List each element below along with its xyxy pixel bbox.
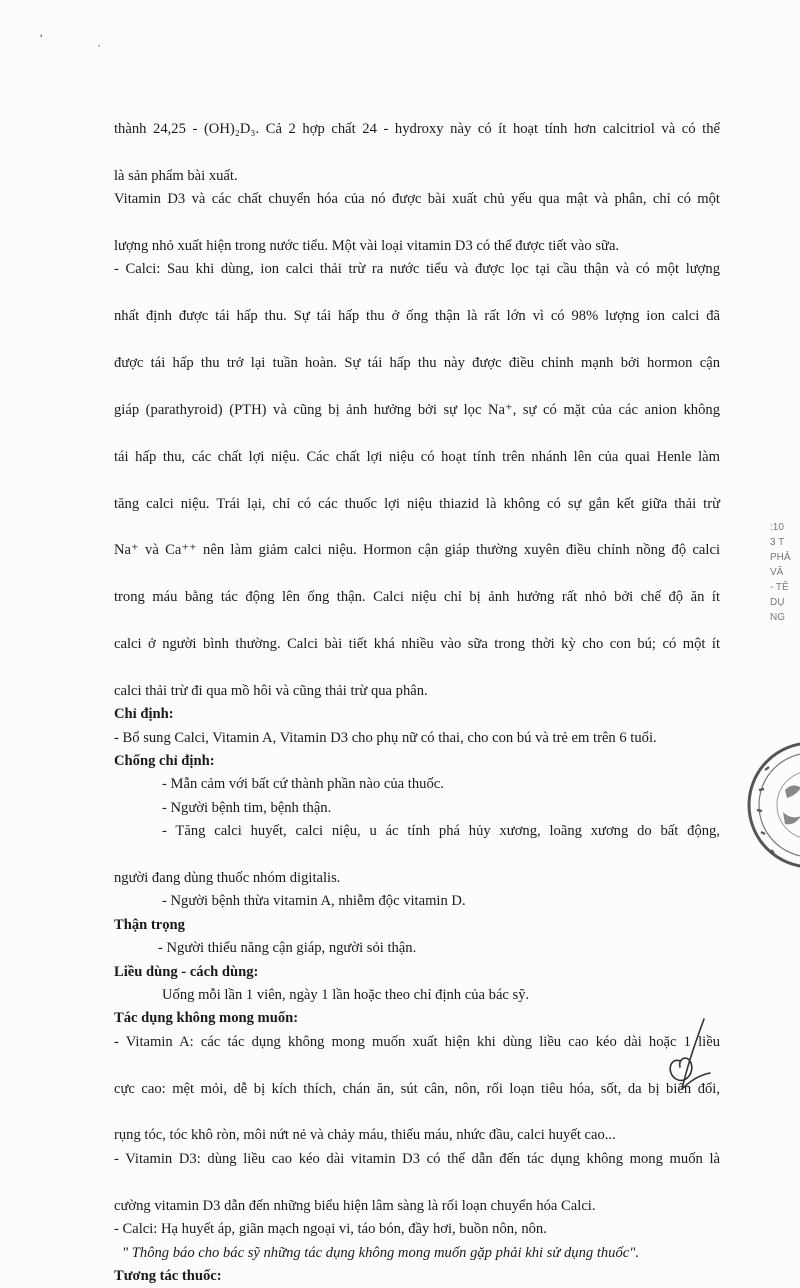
text-line: - Người bệnh thừa vitamin A, nhiễm độc vitamin D. bbox=[162, 893, 466, 910]
text-line: - Bổ sung Calci, Vitamin A, Vitamin D3 cho phụ nữ có thai, cho con bú và trẻ em trên 6 tuổi. bbox=[114, 729, 657, 746]
text-line: được tái hấp thu trở lại tuần hoàn. Sự tái hấp thu này được điều chỉnh mạnh bởi hormon cận bbox=[114, 355, 720, 372]
text-line: cực cao: mệt mỏi, dễ bị kích thích, chán ăn, sút cân, nôn, rối loạn tiêu hóa, sốt, da bị biến đổi, bbox=[114, 1080, 720, 1097]
text-line: giáp (parathyroid) (PTH) và cũng bị ảnh hưởng bởi sự lọc Na⁺, sự có mặt của các anion không bbox=[114, 401, 720, 418]
edge-stamp-line: - TÊ bbox=[770, 582, 789, 593]
text-line: - Mẫn cảm với bất cứ thành phần nào của thuốc. bbox=[162, 776, 444, 793]
section-heading: Chỉ định: bbox=[114, 706, 174, 723]
text-line: - Calci: Sau khi dùng, ion calci thải trừ ra nước tiểu và được lọc tại cầu thận và có một lượng bbox=[114, 261, 720, 278]
edge-stamp-line: VĂ bbox=[770, 567, 784, 578]
text-line: là sản phẩm bài xuất. bbox=[114, 167, 238, 184]
text-line: lượng nhỏ xuất hiện trong nước tiểu. Một vài loại vitamin D3 có thể được tiết vào sữa. bbox=[114, 238, 620, 255]
scan-mark-2: · bbox=[97, 38, 101, 52]
text-line: - Người bệnh tim, bệnh thận. bbox=[162, 799, 332, 816]
text-line: - Calci: Hạ huyết áp, giãn mạch ngoại vi, táo bón, đầy hơi, buồn nôn, nôn. bbox=[114, 1221, 547, 1238]
text-line: nhất định được tái hấp thu. Sự tái hấp thu ở ống thận là rất lớn vì có 98% lượng ion calci đã bbox=[114, 308, 720, 325]
text-line: Na⁺ và Ca⁺⁺ nên làm giảm calci niệu. Hormon cận giáp thường xuyên điều chỉnh nồng độ calci bbox=[114, 542, 720, 559]
edge-stamp-line: PHẢ bbox=[770, 552, 791, 563]
text-line: - Người thiểu năng cận giáp, người sỏi thận. bbox=[158, 940, 417, 957]
text-line: - Tăng calci huyết, calci niệu, u ác tính phá hủy xương, loãng xương do bất động, bbox=[162, 823, 720, 840]
text-line: calci ở người bình thường. Calci bài tiết khá nhiều vào sữa trong thời kỳ cho con bú; có một ít bbox=[114, 635, 720, 652]
edge-stamp-line: :10 bbox=[770, 522, 784, 533]
text-line: rụng tóc, tóc khô ròn, môi nứt nẻ và chảy máu, thiếu máu, nhức đầu, calci huyết cao... bbox=[114, 1127, 616, 1144]
text-line: Vitamin D3 và các chất chuyển hóa của nó được bài xuất chủ yếu qua mật và phân, chỉ có một bbox=[114, 191, 720, 208]
text-line: - Vitamin D3: dùng liều cao kéo dài vitamin D3 có thể dẫn đến tác dụng không mong muốn là bbox=[114, 1150, 720, 1167]
text-line: calci thải trừ đi qua mồ hôi và cũng thải trừ qua phân. bbox=[114, 682, 428, 699]
text-line: thành 24,25 - (OH)₂D₃. Cả 2 hợp chất 24 - hydroxy này có ít hoạt tính hơn calcitriol và có thể bbox=[114, 121, 720, 137]
section-heading: Thận trọng bbox=[114, 916, 185, 933]
edge-stamp-line: DỤ bbox=[770, 597, 785, 608]
text-line: trong máu bằng tác động lên ống thận. Calci niệu chỉ bị ảnh hưởng rất nhỏ bởi chế độ ăn ít bbox=[114, 589, 720, 606]
section-heading: Tác dụng không mong muốn: bbox=[114, 1010, 299, 1027]
document-body bbox=[114, 118, 720, 1288]
text-line: người đang dùng thuốc nhóm digitalis. bbox=[114, 870, 341, 886]
section-heading: Liều dùng - cách dùng: bbox=[114, 963, 259, 980]
edge-stamp-text bbox=[770, 520, 800, 700]
text-line: - Vitamin A: các tác dụng không mong muốn xuất hiện khi dùng liều cao kéo dài hoặc 1 liều bbox=[114, 1033, 720, 1050]
signature bbox=[660, 1015, 720, 1095]
edge-stamp-line: 3 T bbox=[770, 537, 785, 548]
section-heading: Chống chỉ định: bbox=[114, 752, 215, 769]
seal-stamp bbox=[745, 730, 800, 880]
text-line: tái hấp thu, các chất lợi niệu. Các chất lợi niệu có hoạt tính trên nhánh lên của quai Henle làm bbox=[114, 448, 720, 465]
scan-mark-1: ' bbox=[40, 32, 43, 46]
section-heading: Tương tác thuốc: bbox=[114, 1267, 222, 1284]
edge-stamp-line: NG bbox=[770, 612, 785, 623]
text-line: cường vitamin D3 dẫn đến những biểu hiện lâm sàng là rối loạn chuyển hóa Calci. bbox=[114, 1197, 596, 1214]
text-line: " Thông báo cho bác sỹ những tác dụng không mong muốn gặp phải khi sử dụng thuốc". bbox=[122, 1244, 640, 1261]
text-line: tăng calci niệu. Trái lại, chỉ có các thuốc lợi niệu thiazid là không có sự gắn kết giữa thải trừ bbox=[114, 495, 720, 512]
text-line: Uống mỗi lần 1 viên, ngày 1 lần hoặc theo chỉ định của bác sỹ. bbox=[162, 987, 530, 1004]
